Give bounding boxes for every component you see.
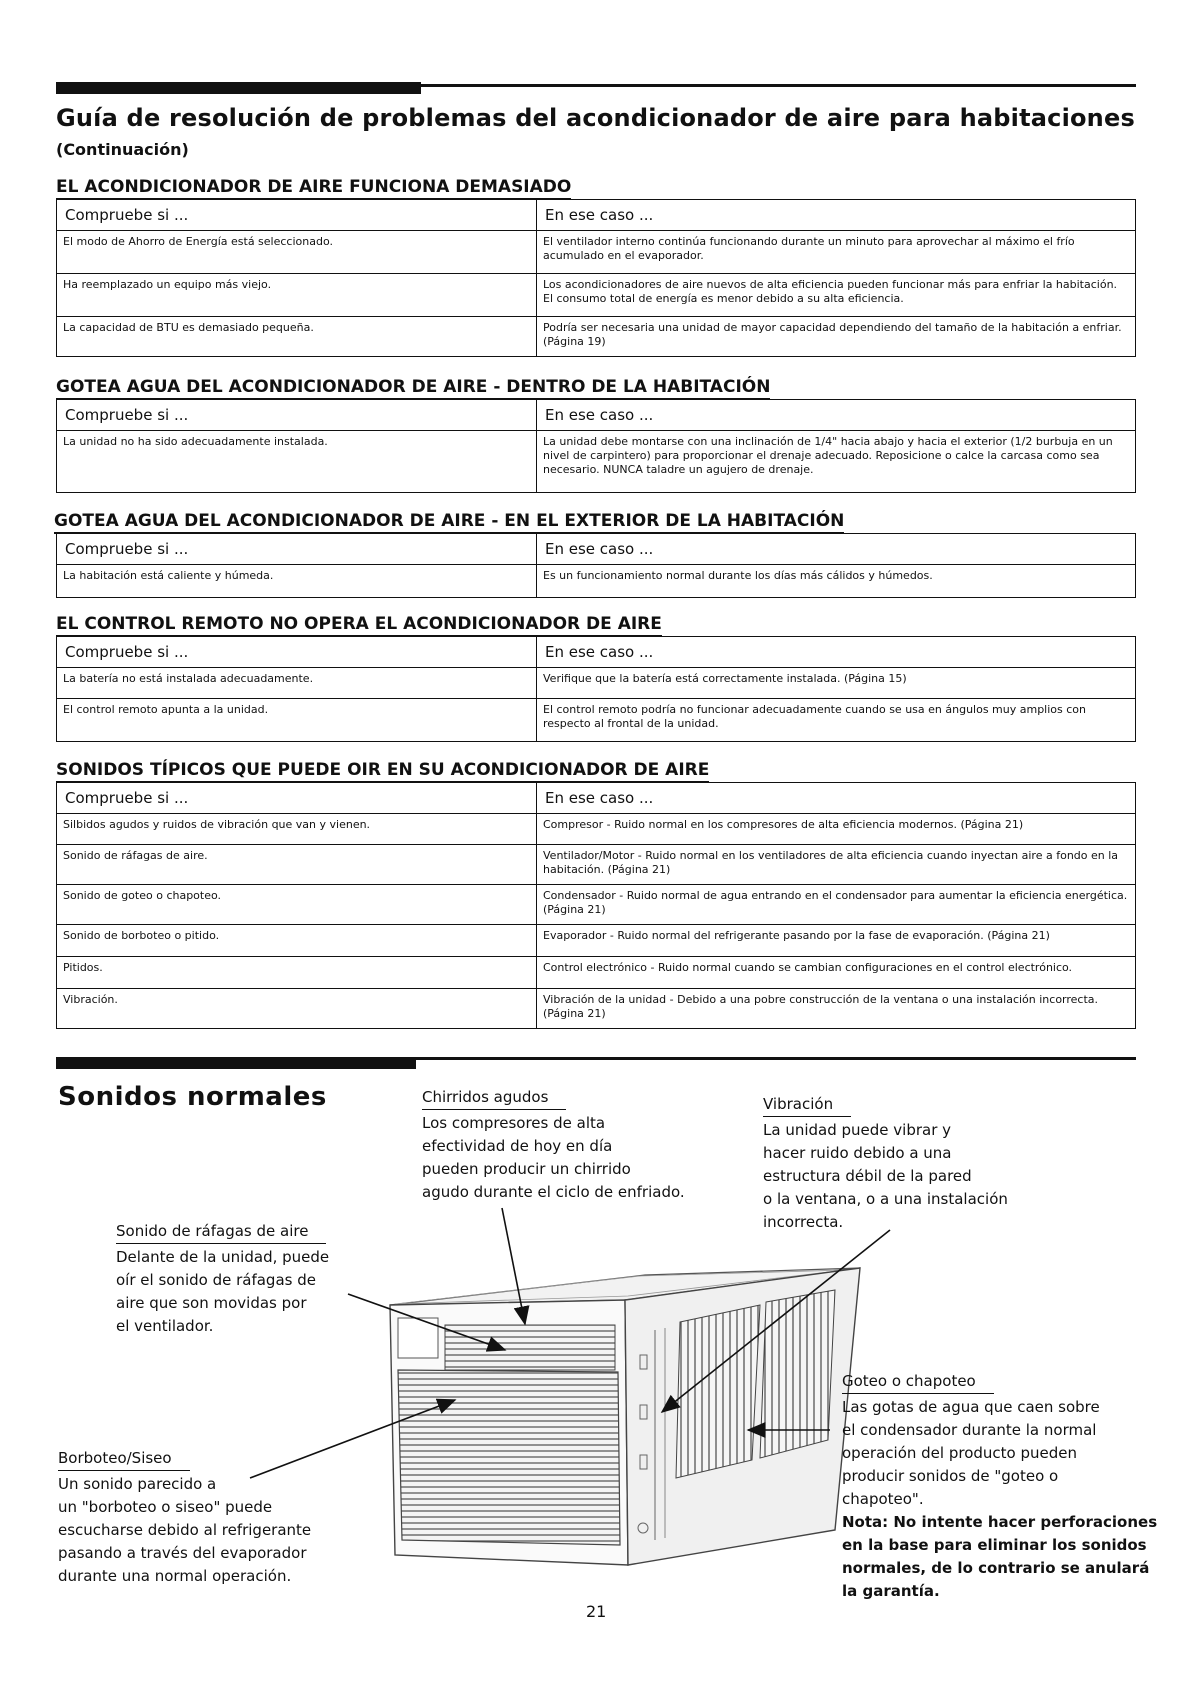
warning-note-line: Nota: No intente hacer perforaciones [842,1513,1158,1531]
callout-line: un "borboteo o siseo" puede [58,1498,273,1516]
callout-title: Vibración [763,1093,851,1117]
callout-goteo [842,1370,1157,1603]
column-header: En ese caso ... [537,783,1136,814]
table-cell: Sonido de borboteo o pitido. [57,925,537,957]
callout-line: incorrecta. [763,1213,844,1231]
callout-line: el ventilador. [116,1317,214,1335]
table-cell: Sonido de goteo o chapoteo. [57,885,537,925]
section-title: EL CONTROL REMOTO NO OPERA EL ACONDICIONADOR DE AIRE [56,614,662,637]
callout-line: escucharse debido al refrigerante [58,1521,312,1539]
callout-line: producir sonidos de "goteo o [842,1467,1059,1485]
callout-line: operación del producto pueden [842,1444,1077,1462]
section-title: GOTEA AGUA DEL ACONDICIONADOR DE AIRE - DENTRO DE LA HABITACIÓN [56,377,770,400]
column-header: Compruebe si ... [57,637,537,668]
table-cell: Sonido de ráfagas de aire. [57,845,537,885]
callout-line: estructura débil de la pared [763,1167,972,1185]
table-cell: Vibración. [57,989,537,1029]
callout-line: pueden producir un chirrido [422,1160,631,1178]
callout-line: Las gotas de agua que caen sobre [842,1398,1100,1416]
column-header: Compruebe si ... [57,200,537,231]
table-cell: Control electrónico - Ruido normal cuando se cambian configuraciones en el control electrónico. [537,957,1136,989]
table-cell: El ventilador interno continúa funcionando durante un minuto para aprovechar al máximo el frío acumulado en el evaporador. [537,231,1136,274]
callout-line: agudo durante el ciclo de enfriado. [422,1183,685,1201]
callout-rafagas [116,1220,329,1338]
table-cell: Ventilador/Motor - Ruido normal en los ventiladores de alta eficiencia cuando inyectan aire a fondo en la habitación. (Página 21) [537,845,1136,885]
table-cell: Evaporador - Ruido normal del refrigerante pasando por la fase de evaporación. (Página 21) [537,925,1136,957]
callout-title: Sonido de ráfagas de aire [116,1220,326,1244]
normal-sounds-title: Sonidos normales [58,1082,327,1112]
page-subtitle: (Continuación) [56,140,189,159]
page-title: Guía de resolución de problemas del acondicionador de aire para habitaciones [56,104,1135,132]
warning-note-line: en la base para eliminar los sonidos [842,1536,1147,1554]
callout-line: hacer ruido debido a una [763,1144,952,1162]
section-title: EL ACONDICIONADOR DE AIRE FUNCIONA DEMASIADO [56,177,571,200]
column-header: En ese caso ... [537,637,1136,668]
table-cell: Vibración de la unidad - Debido a una pobre construcción de la ventana o una instalación incorrecta. (Página 21) [537,989,1136,1029]
callout-line: Un sonido parecido a [58,1475,217,1493]
table-cell: El control remoto apunta a la unidad. [57,699,537,742]
callout-line: chapoteo". [842,1490,924,1508]
table-cell: La unidad no ha sido adecuadamente instalada. [57,431,537,493]
column-header: En ese caso ... [537,200,1136,231]
column-header: Compruebe si ... [57,400,537,431]
callout-borboteo [58,1447,311,1588]
warning-note-line: normales, de lo contrario se anulará [842,1559,1150,1577]
callout-chirridos [422,1086,685,1204]
callout-line: aire que son movidas por [116,1294,307,1312]
column-header: En ese caso ... [537,534,1136,565]
callout-line: o la ventana, o a una instalación [763,1190,1008,1208]
table-cell: La unidad debe montarse con una inclinación de 1/4" hacia abajo y hacia el exterior (1/2 burbuja en un nivel de carpintero) para proporcionar el drenaje adecuado. Reposicione o calce la carcasa como sea necesario. NUNCA taladre un agujero de drenaje. [537,431,1136,493]
table-cell: La capacidad de BTU es demasiado pequeña. [57,317,537,357]
callout-title: Chirridos agudos [422,1086,566,1110]
page-number: 21 [586,1602,607,1621]
table-cell: Compresor - Ruido normal en los compresores de alta eficiencia modernos. (Página 21) [537,814,1136,845]
callout-line: pasando a través del evaporador [58,1544,307,1562]
table-cell: Condensador - Ruido normal de agua entrando en el condensador para aumentar la eficiencia energética. (Página 21) [537,885,1136,925]
column-header: Compruebe si ... [57,534,537,565]
table-cell: Podría ser necesaria una unidad de mayor capacidad dependiendo del tamaño de la habitación a enfriar. (Página 19) [537,317,1136,357]
table-cell: La habitación está caliente y húmeda. [57,565,537,598]
callout-line: efectividad de hoy en día [422,1137,613,1155]
table-cell: La batería no está instalada adecuadamente. [57,668,537,699]
section-title: SONIDOS TÍPICOS QUE PUEDE OIR EN SU ACONDICIONADOR DE AIRE [56,760,709,783]
table-cell: Silbidos agudos y ruidos de vibración que van y vienen. [57,814,537,845]
callout-title: Goteo o chapoteo [842,1370,994,1394]
callout-line: Delante de la unidad, puede [116,1248,330,1266]
callout-title: Borboteo/Siseo [58,1447,190,1471]
callout-line: oír el sonido de ráfagas de [116,1271,316,1289]
column-header: En ese caso ... [537,400,1136,431]
table-cell: El control remoto podría no funcionar adecuadamente cuando se usa en ángulos muy amplios con respecto al frontal de la unidad. [537,699,1136,742]
table-cell: Pitidos. [57,957,537,989]
column-header: Compruebe si ... [57,783,537,814]
callout-line: el condensador durante la normal [842,1421,1097,1439]
callout-vibracion [763,1093,1008,1234]
table-cell: El modo de Ahorro de Energía está seleccionado. [57,231,537,274]
table-cell: Es un funcionamiento normal durante los días más cálidos y húmedos. [537,565,1136,598]
table-cell: Los acondicionadores de aire nuevos de alta eficiencia pueden funcionar más para enfriar la habitación. El consumo total de energía es menor debido a su alta eficiencia. [537,274,1136,317]
table-cell: Verifique que la batería está correctamente instalada. (Página 15) [537,668,1136,699]
warning-note-line: la garantía. [842,1582,940,1600]
callout-line: Los compresores de alta [422,1114,606,1132]
callout-line: durante una normal operación. [58,1567,292,1585]
callout-line: La unidad puede vibrar y [763,1121,952,1139]
table-cell: Ha reemplazado un equipo más viejo. [57,274,537,317]
section-title: GOTEA AGUA DEL ACONDICIONADOR DE AIRE - EN EL EXTERIOR DE LA HABITACIÓN [54,511,844,534]
